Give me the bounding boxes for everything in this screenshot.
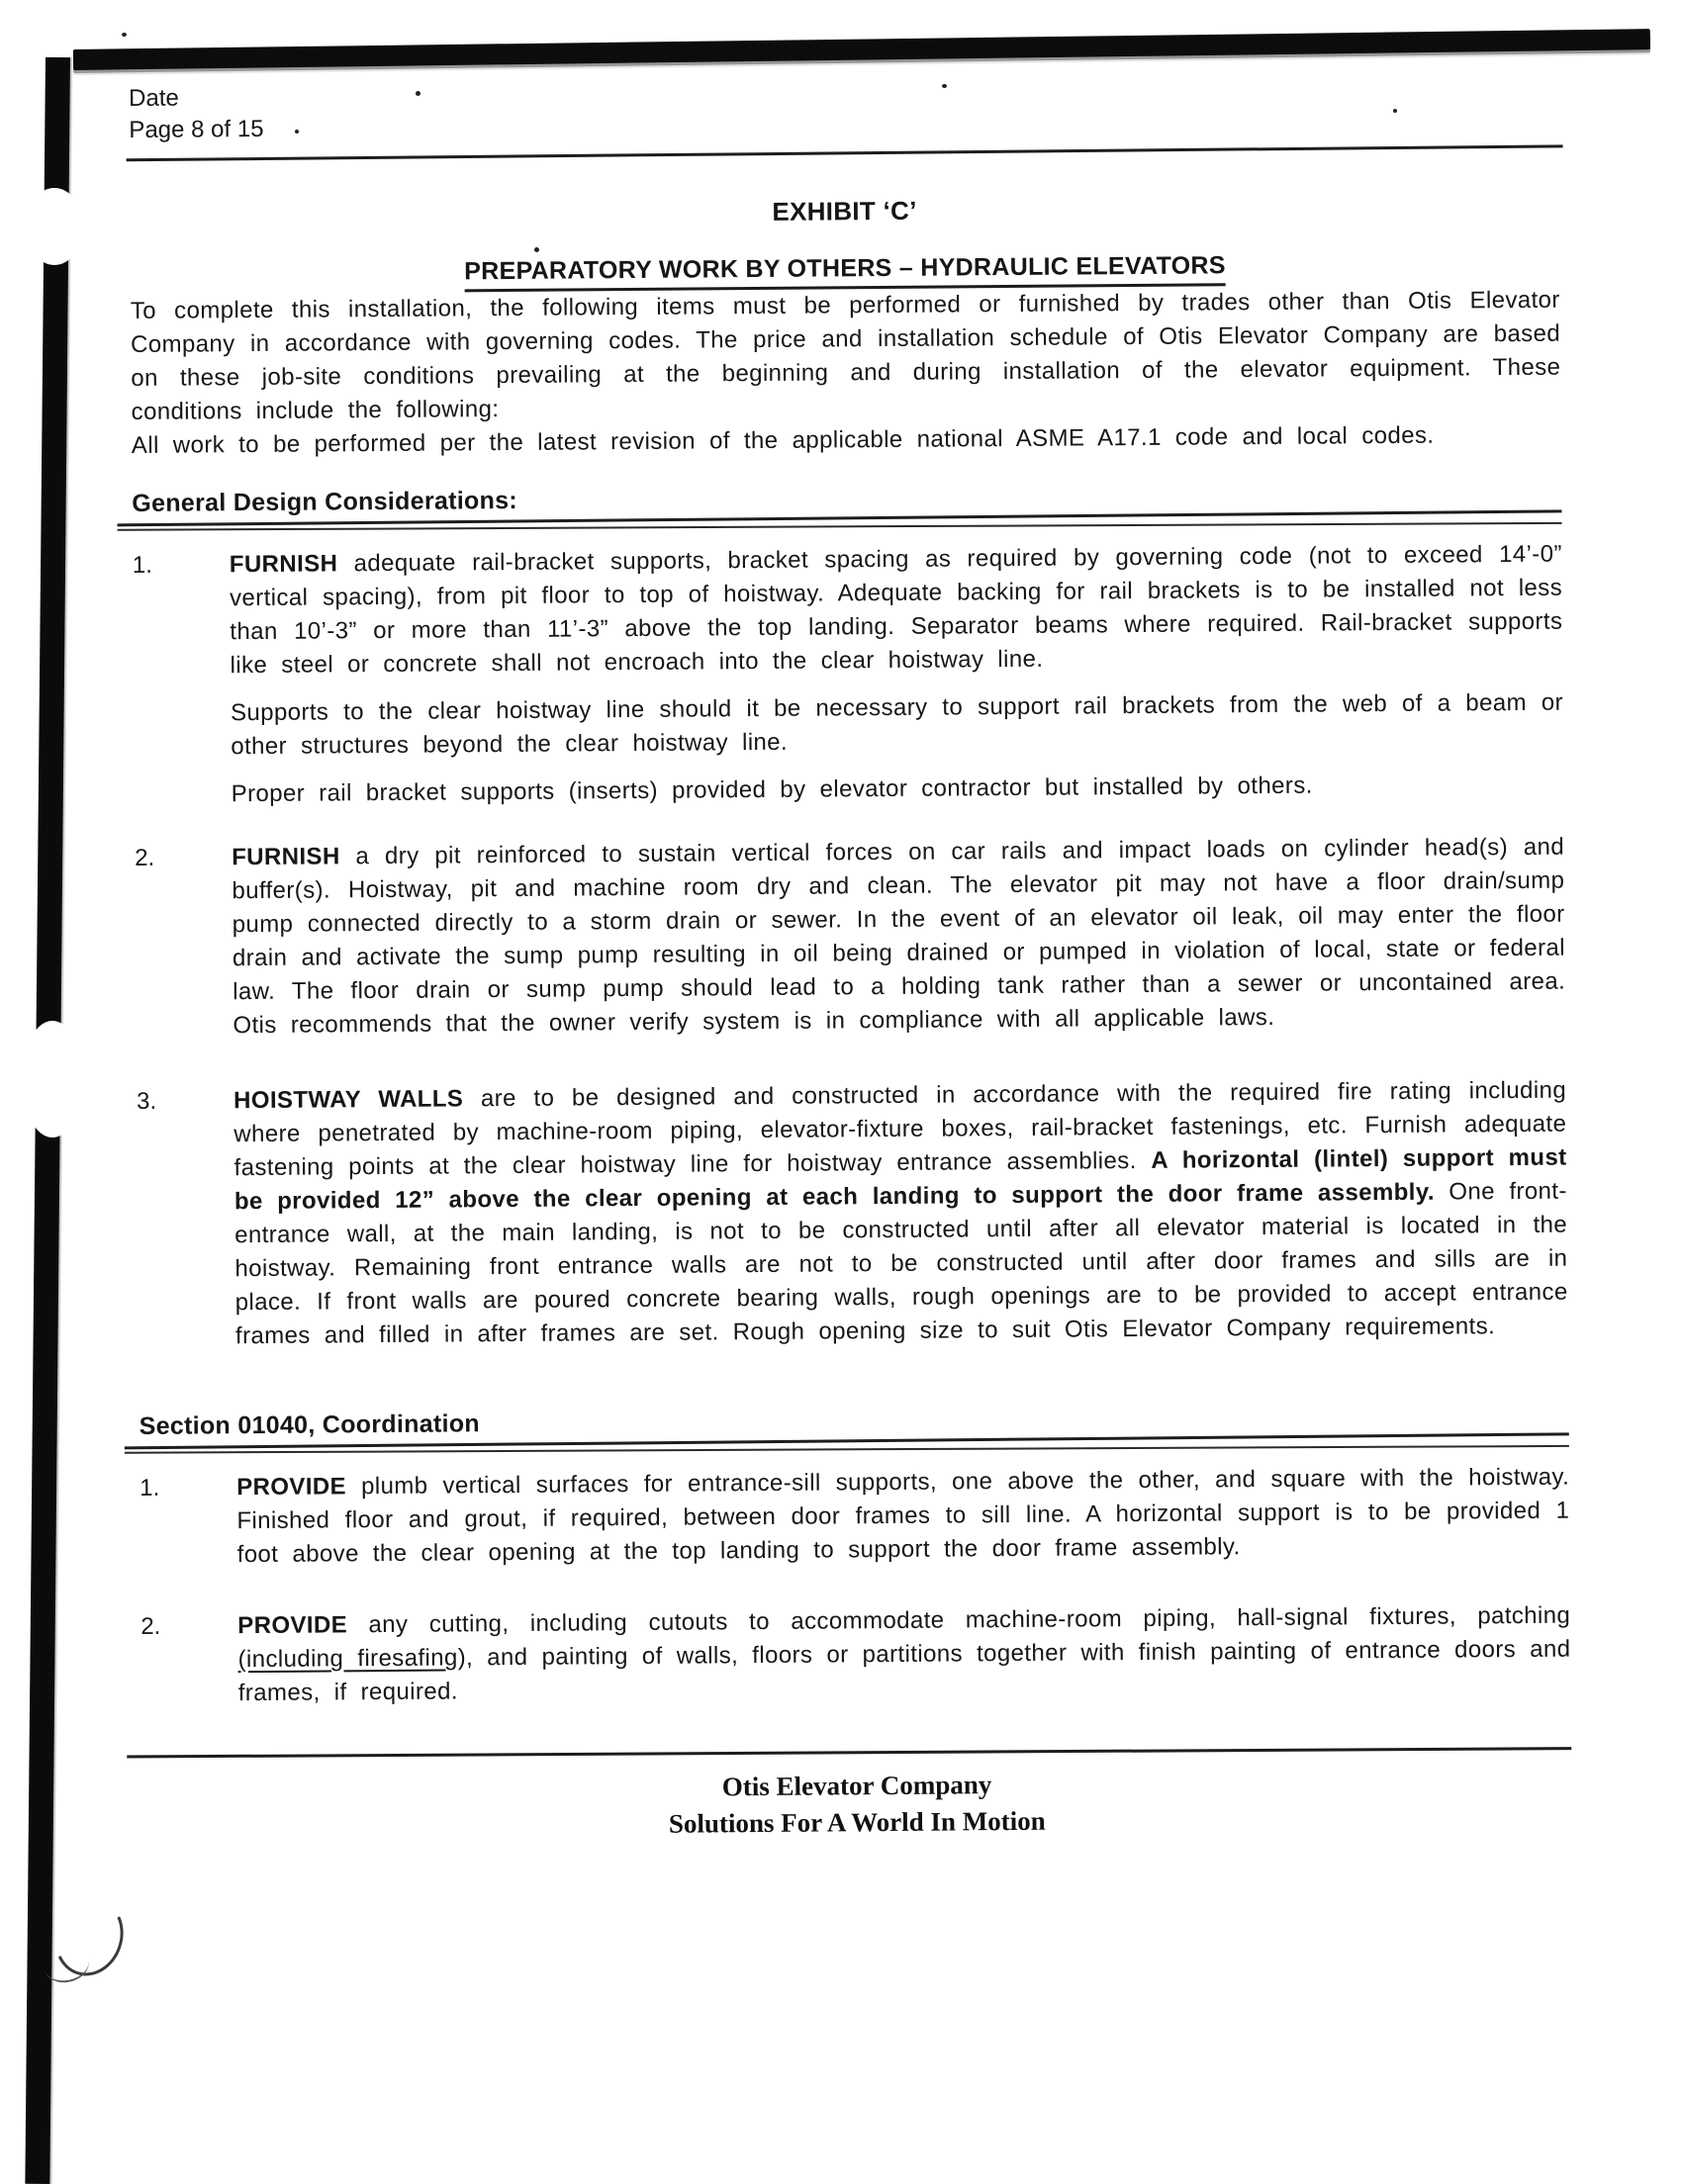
list-number: 2.	[135, 844, 155, 871]
section-heading-coordination: Section 01040, Coordination	[139, 1410, 481, 1440]
list-item-text: FURNISH adequate rail-bracket supports, bracket spacing as required by governing code (not to exceed 14’-0” vertical spacing), from pit floor to top of hoistway. Adequate backing for rail brackets is to be installed not less than 10’-3” or more than 11’-3” above the top landing. Separator beams where required. Rail-bracket supports like steel or concrete shall not encroach into the clear hoistway line. Supports to the clear hoistway line should it be necessary to support rail brackets from the web of a beam or other structures beyond the clear hoistway line. Proper rail bracket supports (inserts) provided by elevator contractor but installed by others.	[230, 538, 1564, 812]
list-number: 2.	[140, 1612, 161, 1640]
lead-word: FURNISH	[229, 550, 338, 579]
list-item-3-hoistway-walls	[137, 1074, 1568, 1354]
list-item-text: FURNISH a dry pit reinforced to sustain vertical forces on car rails and impact loads on cylinder head(s) and buffer(s). Hoistway, pit and machine room dry and clean. The elevator pit may not have a floor drain/sump pump connected directly to a storm drain or sewer. In the event of an elevator oil leak, oil may enter the floor drain and activate the sump pump resulting in oil being drained or pumped in violation of local, state or federal law. The floor drain or sump pump should lead to a holding tank rather than a sewer or uncontained area. Otis recommends that the owner verify system is in compliance with all applicable laws.	[232, 833, 1566, 1040]
coordination-item-1-provide-surfaces	[140, 1461, 1570, 1573]
binder-notch-middle	[22, 1021, 83, 1138]
underlined-phrase: (including firesafing	[237, 1644, 458, 1674]
lintel-bold-sentence: A horizontal (lintel) support must be provided 12” above the clear opening at each landing to support the door frame assembly.	[234, 1143, 1567, 1216]
lead-word: PROVIDE	[237, 1611, 348, 1640]
list-item-1-furnish-rail-brackets	[133, 538, 1564, 812]
exhibit-title: EXHIBIT ‘C’	[772, 195, 917, 227]
list-item-text: PROVIDE any cutting, including cutouts to accommodate machine-room piping, hall-signal fixtures, patching (including firesafing), and painting of walls, floors or partitions together with finish painting of entrance doors and frames, if required.	[237, 1601, 1571, 1707]
lead-word: HOISTWAY WALLS	[233, 1085, 464, 1115]
scan-speck	[122, 33, 127, 37]
page-number: Page 8 of 15	[129, 115, 264, 143]
binder-notch-top	[26, 188, 83, 265]
section-heading-general-design: General Design Considerations:	[132, 486, 518, 517]
lead-word: PROVIDE	[236, 1473, 347, 1502]
footer	[141, 1763, 1572, 1847]
list-item-text: HOISTWAY WALLS are to be designed and constructed in accordance with the required fire rating including where penetrated by machine-room piping, elevator-fixture boxes, rail-bracket fastenings, etc. Furnish adequate fastening points at the clear hoistway line for hoistway entrance assemblies. A horizontal (lintel) support must be provided 12” above the clear opening at each landing to support the door frame assembly. One front-entrance wall, at the main landing, is not to be constructed until after all elevator material is located in the hoistway. Remaining front entrance walls are not to be constructed until after door frames and sills are in place. If front walls are poured concrete bearing walls, rough openings are to be provided to accept entrance frames and filled in after frames are set. Rough opening size to suit Otis Elevator Company requirements.	[233, 1076, 1568, 1350]
coordination-item-2-provide-cutting	[140, 1599, 1571, 1711]
title-block	[130, 191, 1560, 295]
list-number: 1.	[132, 551, 152, 579]
list-item-text: PROVIDE plumb vertical surfaces for entrance-sill supports, one above the other, and square with the hoistway. Finished floor and grout, if required, between door frames to sill line. A horizontal support is to be provided 1 foot above the clear opening at the top landing to support the door frame assembly.	[236, 1463, 1570, 1569]
company-name: Otis Elevator Company	[721, 1770, 992, 1802]
list-item-2-furnish-dry-pit	[135, 831, 1566, 1044]
document-subtitle: PREPARATORY WORK BY OTHERS – HYDRAULIC ELEVATORS	[464, 251, 1226, 292]
date-label: Date	[129, 84, 179, 112]
header-rule	[127, 144, 1563, 161]
sub-paragraph: Supports to the clear hoistway line should it be necessary to support rail brackets from the web of a beam or other structures beyond the clear hoistway line.	[230, 688, 1564, 761]
list-number: 3.	[136, 1087, 157, 1115]
lead-word: FURNISH	[232, 843, 340, 871]
list-number: 1.	[140, 1474, 160, 1502]
footer-rule	[127, 1747, 1571, 1758]
asme-code-paragraph: All work to be performed per the latest revision of the applicable national ASME A17.1 code and local codes.	[131, 421, 1435, 459]
document-content	[129, 72, 1572, 1847]
scan-edge-top-bar	[73, 29, 1650, 70]
company-slogan: Solutions For A World In Motion	[668, 1805, 1046, 1839]
sub-paragraph: Proper rail bracket supports (inserts) provided by elevator contractor but installed by others.	[231, 772, 1313, 808]
intro-paragraph: To complete this installation, the following items must be performed or furnished by trades other than Otis Elevator Company in accordance with governing codes. The price and installation schedule of Otis Elevator Company are based on these job-site conditions prevailing at the beginning and during installation of the elevator equipment. These conditions include the following:	[130, 286, 1561, 425]
